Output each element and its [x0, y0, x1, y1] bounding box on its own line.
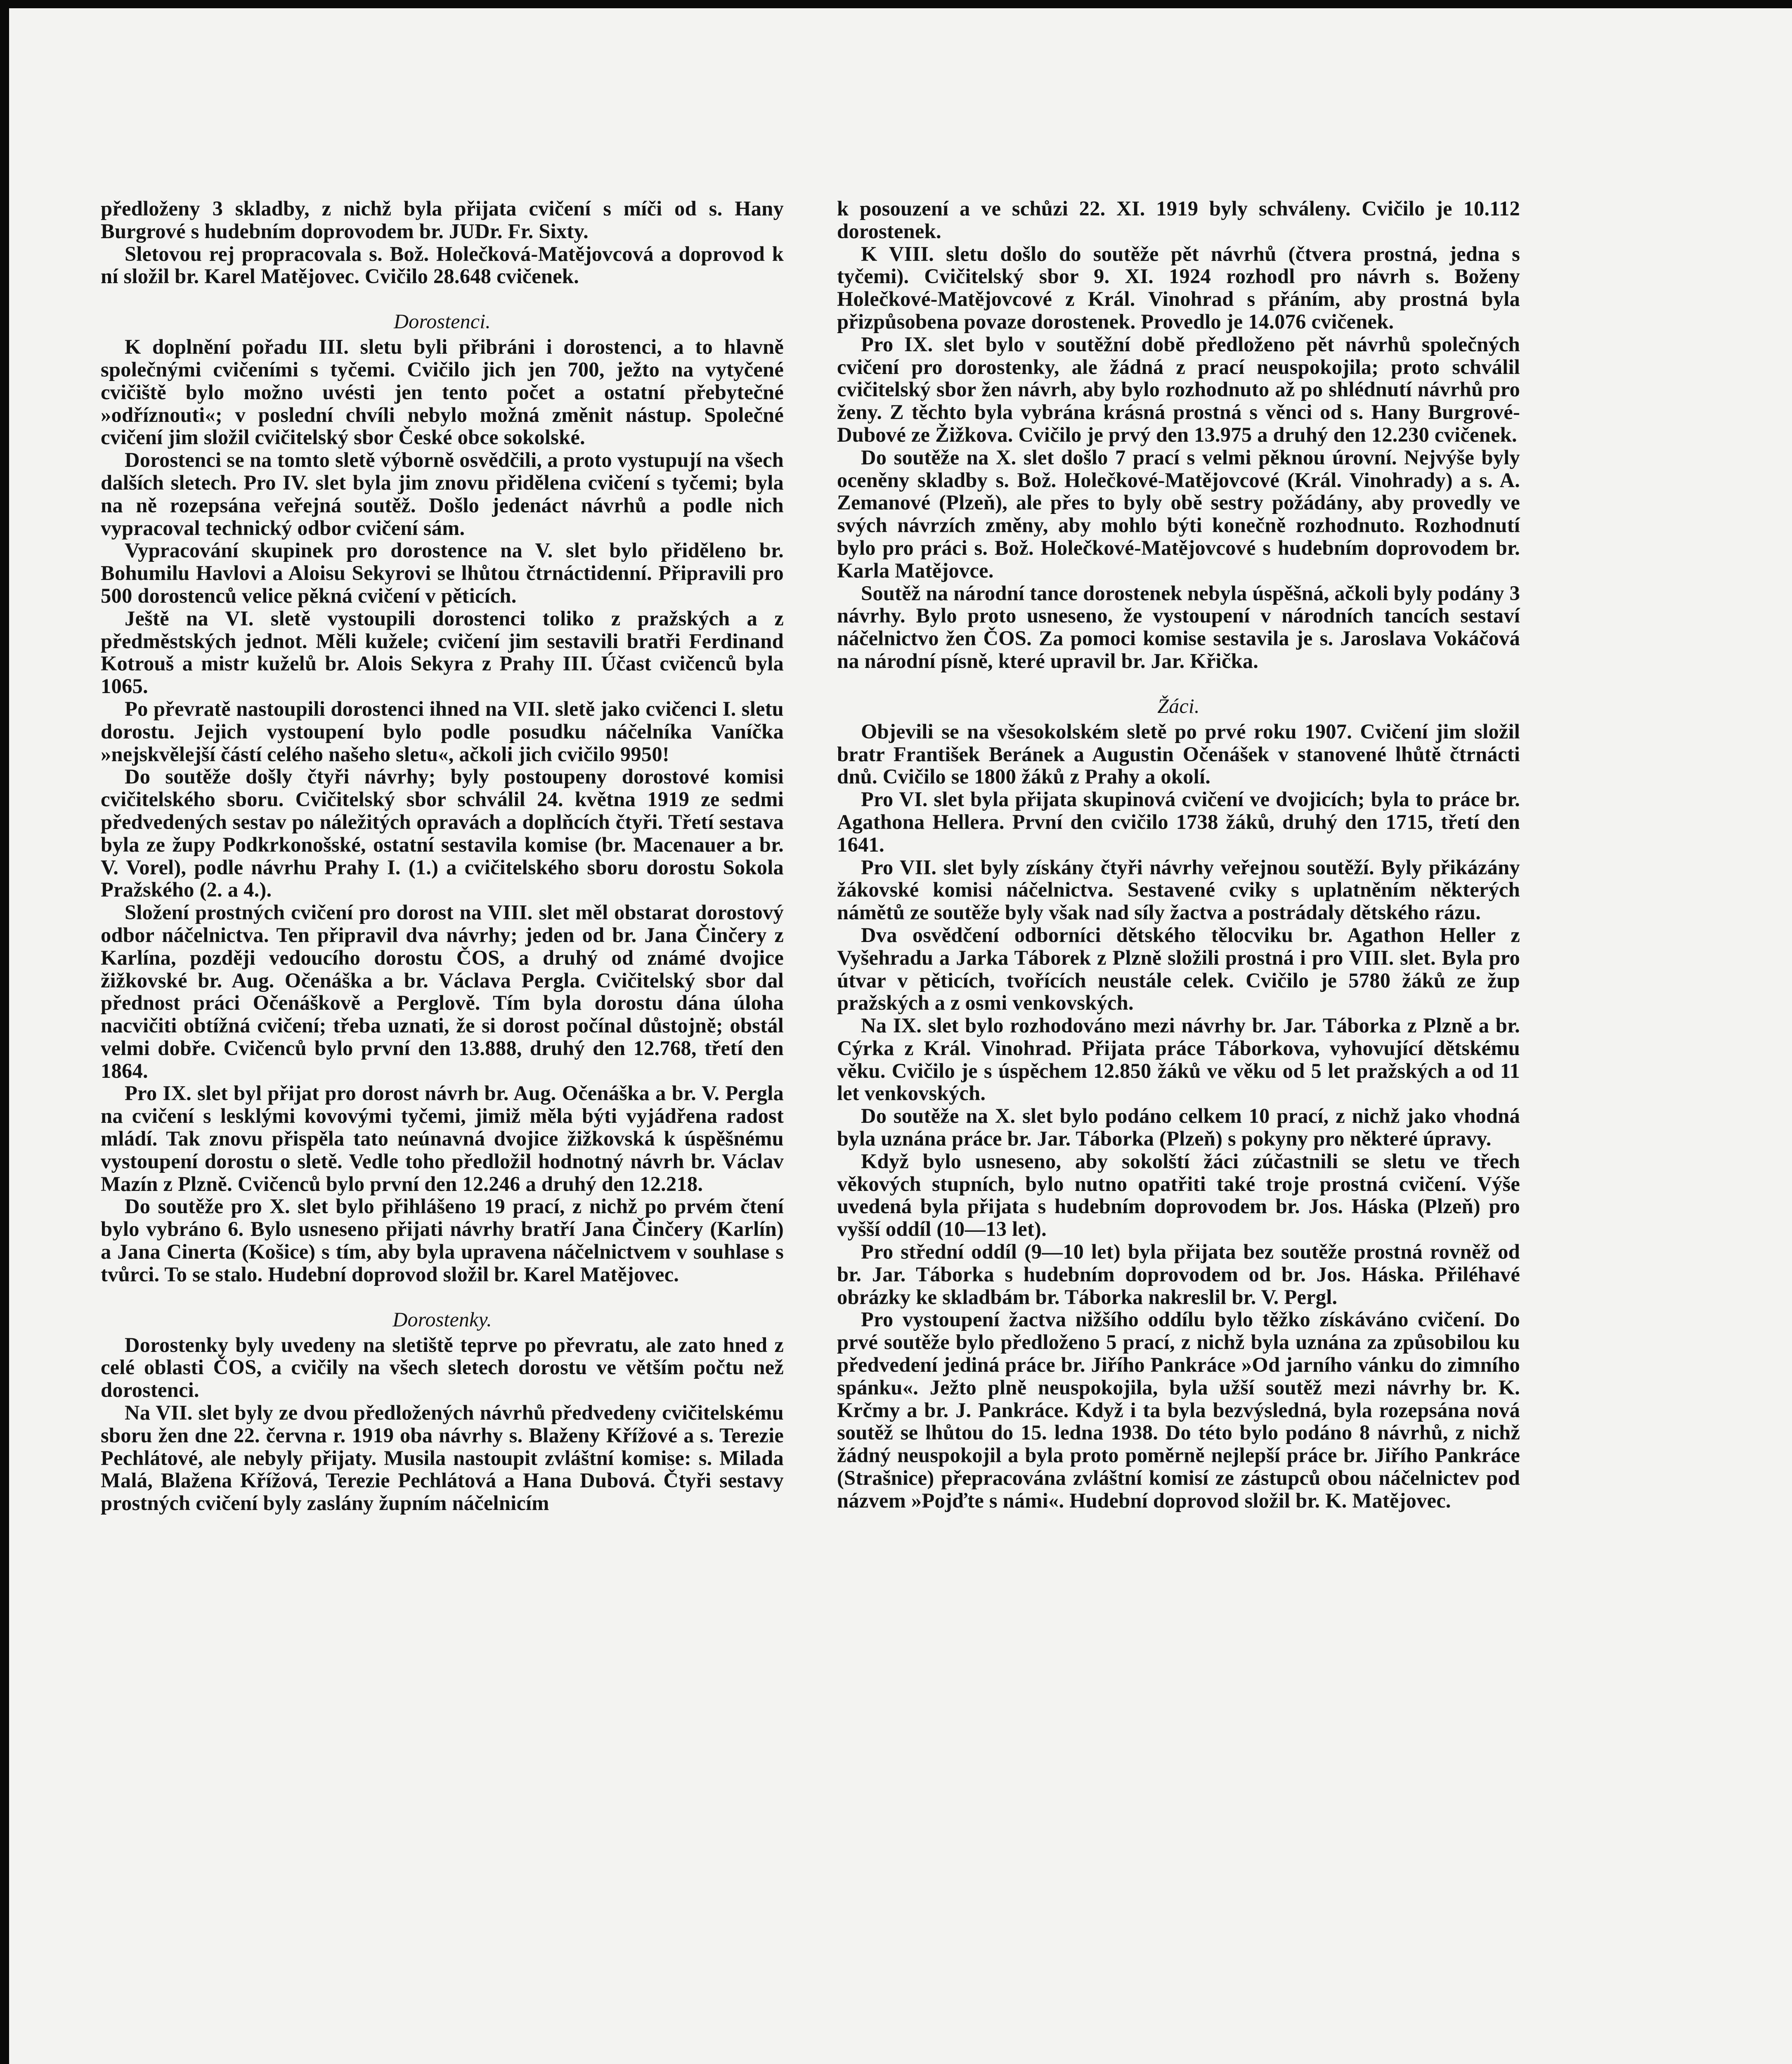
intro-paragraph-2: Sletovou rej propracovala s. Bož. Holečková-Matějovcová a doprovod k ní složil br. Karel Matějovec. Cvičilo 28.648 cvičenek.: [101, 242, 784, 288]
paragraph: Na IX. slet bylo rozhodováno mezi návrhy br. Jar. Táborka z Plzně a br. Cýrka z Král. Vinohrad. Přijata práce Táborkova, vyhovující dětskému věku. Cvičilo je s úspěchem 12.850 žáků ve věku od 5 let pražských a od 11 let venkovských.: [837, 1014, 1520, 1105]
paragraph: Do soutěže pro X. slet bylo přihlášeno 19 prací, z nichž po prvém čtení bylo vybráno 6. Bylo usneseno přijati návrhy bratří Jana Činčery (Karlín) a Jana Cinerta (Košice) s tím, aby byla upravena náčelnictvem v souhlase s tvůrci. To se stalo. Hudební doprovod složil br. Karel Matějovec.: [101, 1195, 784, 1286]
paragraph: Do soutěže došly čtyři návrhy; byly postoupeny dorostové komisi cvičitelského sboru. Cvičitelský sbor schválil 24. května 1919 ze sedmi předvedených sestav po náležitých opravách a doplňcích čtyři. Třetí sestava byla ze župy Podkrkonošské, ostatní sestavila komise (br. Macenauer a br. V. Vorel), podle návrhu Prahy I. (1.) a cvičitelského sboru dorostu Sokola Pražského (2. a 4.).: [101, 765, 784, 902]
paragraph: Vypracování skupinek pro dorostence na V. slet bylo přiděleno br. Bohumilu Havlovi a Aloisu Sekyrovi se lhůtou čtrnáctidenní. Připravili pro 500 dorostenců velice pěkná cvičení v pěticích.: [101, 539, 784, 607]
left-column: [101, 197, 784, 1515]
paragraph: Do soutěže na X. slet došlo 7 prací s velmi pěknou úrovní. Nejvýše byly oceněny skladby s. Bož. Holečkové-Matějovcové (Král. Vinohrady) a s. A. Zemanové (Plzeň), ale přes to byly obě sestry požádány, aby provedly ve svých návrzích změny, aby mohlo býti konečně rozhodnuto. Rozhodnutí bylo pro práci s. Bož. Holečkové-Matějovcové s hudebním doprovodem br. Karla Matějovce.: [837, 445, 1520, 582]
paragraph: Objevili se na všesokolském sletě po prvé roku 1907. Cvičení jim složil bratr František Beránek a Augustin Očenášek v stanovené lhůtě čtrnácti dnů. Cvičilo se 1800 žáků z Prahy a okolí.: [837, 720, 1520, 788]
paragraph: Když bylo usneseno, aby sokolští žáci zúčastnili se sletu ve třech věkových stupních, bylo nutno opatřiti také troje prostná cvičení. Výše uvedená byla přijata s hudebním doprovodem br. Jos. Háska (Plzeň) pro vyšší oddíl (10—13 let).: [837, 1149, 1520, 1241]
paragraph: K VIII. sletu došlo do soutěže pět návrhů (čtvera prostná, jedna s tyčemi). Cvičitelský sbor 9. XI. 1924 rozhodl pro návrh s. Boženy Holečkové-Matějovcové z Král. Vinohrad s přáním, aby prostná byla přizpůsobena povaze dorostenek. Provedlo je 14.076 cvičenek.: [837, 242, 1520, 333]
heading-dorostenky: Dorostenky.: [392, 1307, 492, 1331]
heading-dorostenci: Dorostenci.: [393, 310, 491, 333]
paragraph: Pro střední oddíl (9—10 let) byla přijata bez soutěže prostná rovněž od br. Jar. Táborka s hudebním doprovodem od br. Jos. Háska. Přiléhavé obrázky ke skladbám br. Táborka nakreslil br. V. Pergl.: [837, 1240, 1520, 1309]
paragraph: Do soutěže na X. slet bylo podáno celkem 10 prací, z nichž jako vhodná byla uznána práce br. Jar. Táborka (Plzeň) s pokyny pro některé úpravy.: [837, 1104, 1520, 1150]
intro-paragraph: předloženy 3 skladby, z nichž byla přijata cvičení s míči od s. Hany Burgrové s hudebním doprovodem br. JUDr. Fr. Sixty.: [101, 197, 784, 243]
paragraph: Pro VII. slet byly získány čtyři návrhy veřejnou soutěží. Byly přikázány žákovské komisi náčelnictva. Sestavené cviky s uplatněním některých námětů ze soutěže byly však nad síly žactva a postrádaly dětského rázu.: [837, 855, 1520, 924]
paragraph: Pro IX. slet byl přijat pro dorost návrh br. Aug. Očenáška a br. V. Pergla na cvičení s lesklými kovovými tyčemi, jimiž měla býti vyjádřena radost mládí. Tak znovu přispěla tato neúnavná dvojice žižkovská k úspěšnému vystoupení dorostu o sletě. Vedle toho předložil hodnotný návrh br. Václav Mazín z Plzně. Cvičenců bylo první den 12.246 a druhý den 12.218.: [101, 1082, 784, 1195]
heading-zaci: Žáci.: [1157, 694, 1200, 717]
paragraph: Ještě na VI. sletě vystoupili dorostenci toliko z pražských a z předměstských jednot. Měli kužele; cvičení jim sestavili bratři Ferdinand Kotrouš a mistr kuželů br. Alois Sekyra z Prahy III. Účast cvičenců byla 1065.: [101, 606, 784, 698]
paragraph: Pro IX. slet bylo v soutěžní době předloženo pět návrhů společných cvičení pro dorostenky, ale žádná z prací neuspokojila; proto schválil cvičitelský sbor žen návrh, aby bylo rozhodnuto až po shlédnutí návrhů pro ženy. Z těchto byla vybrána krásná prostná s věnci od s. Hany Burgrové-Dubové ze Žižkova. Cvičilo je prvý den 13.975 a druhý den 12.230 cvičenek.: [837, 332, 1520, 446]
paragraph: Dorostenky byly uvedeny na sletiště teprve po převratu, ale zato hned z celé oblasti ČOS, a cvičily na všech sletech dorostu ve větším počtu než dorostenci.: [101, 1333, 784, 1402]
paragraph: Pro VI. slet byla přijata skupinová cvičení ve dvojicích; byla to práce br. Agathona Hellera. První den cvičilo 1738 žáků, druhý den 1715, třetí den 1641.: [837, 788, 1520, 856]
paragraph: Na VII. slet byly ze dvou předložených návrhů předvedeny cvičitelskému sboru žen dne 22. června r. 1919 oba návrhy s. Blaženy Křížové a s. Terezie Pechlátové, ale nebyly přijaty. Musila nastoupit zvláštní komise: s. Milada Malá, Blažena Křížová, Terezie Pechlátová a Hana Dubová. Čtyři sestavy prostných cvičení byly zaslány župním náčelnicím: [101, 1401, 784, 1515]
paragraph: Pro vystoupení žactva nižšího oddílu bylo těžko získáváno cvičení. Do prvé soutěže bylo předloženo 5 prací, z nichž byla uznána za způsobilou ku předvedení jediná práce br. Jiřího Pankráce »Od jarního vánku do zimního spánku«. Ježto plně neuspokojila, byla užší soutěž mezi návrhy br. K. Krčmy a br. J. Pankráce. Když i ta byla bezvýsledná, byla rozepsána nová soutěž se lhůtou do 15. ledna 1938. Do této bylo podáno 8 návrhů, z nichž žádný neuspokojil a byla proto poměrně nejlepší práce br. Jiřího Pankráce (Strašnice) přepracována zvláštní komisí ze zástupců obou náčelnictev pod názvem »Pojďte s námi«. Hudební doprovod složil br. K. Matějovec.: [837, 1308, 1520, 1512]
right-column: [837, 197, 1520, 1512]
paragraph: Dva osvědčení odborníci dětského tělocviku br. Agathon Heller z Vyšehradu a Jarka Táborek z Plzně složili prostná i pro VIII. slet. Byla pro útvar v pěticích, tvořících neustále celek. Cvičilo je 5780 žáků ze žup pražských a z osmi venkovských.: [837, 923, 1520, 1015]
paragraph: Dorostenci se na tomto sletě výborně osvědčili, a proto vystupují na všech dalších sletech. Pro IV. slet byla jim znovu přidělena cvičení s tyčemi; byla na ně rozepsána veřejná soutěž. Došlo jedenáct návrhů a podle nich vypracoval technický odbor cvičení sám.: [101, 448, 784, 540]
paragraph: K doplnění pořadu III. sletu byli přibráni i dorostenci, a to hlavně společnými cvičeními s tyčemi. Cvičilo jich jen 700, ježto na vytyčené cvičiště bylo možno uvésti jen tento počet a ostatní přebytečné »odříznouti«; v poslední chvíli nebylo možná změnit nástup. Společné cvičení jim složil cvičitelský sbor České obce sokolské.: [101, 335, 784, 449]
continuation-paragraph: k posouzení a ve schůzi 22. XI. 1919 byly schváleny. Cvičilo je 10.112 dorostenek.: [837, 197, 1520, 243]
paragraph: Soutěž na národní tance dorostenek nebyla úspěšná, ačkoli byly podány 3 návrhy. Bylo proto usneseno, že vystoupení v národních tancích sestaví náčelnictvo žen ČOS. Za pomoci komise sestavila je s. Jaroslava Vokáčová na národní písně, které upravil br. Jar. Křička.: [837, 581, 1520, 672]
paragraph: Po převratě nastoupili dorostenci ihned na VII. sletě jako cvičenci I. sletu dorostu. Jejich vystoupení bylo podle posudku náčelníka Vaníčka »nejskvělejší částí celého našeho sletu«, ačkoli jich cvičilo 9950!: [101, 697, 784, 766]
paragraph: Složení prostných cvičení pro dorost na VIII. slet měl obstarat dorostový odbor náčelnictva. Ten připravil dva návrhy; jeden od br. Jana Činčery z Karlína, později vedoucího dorostu ČOS, a druhý od známé dvojice žižkovské br. Aug. Očenáška a br. Václava Pergla. Cvičitelský sbor dal přednost práci Očenáškově a Perglově. Tím byla dorostu dána úloha nacvičiti obtížná cvičení; třeba uznati, že si dorost počínal důstojně; obstál velmi dobře. Cvičenců bylo první den 13.888, druhý den 12.768, třetí den 1864.: [101, 901, 784, 1082]
